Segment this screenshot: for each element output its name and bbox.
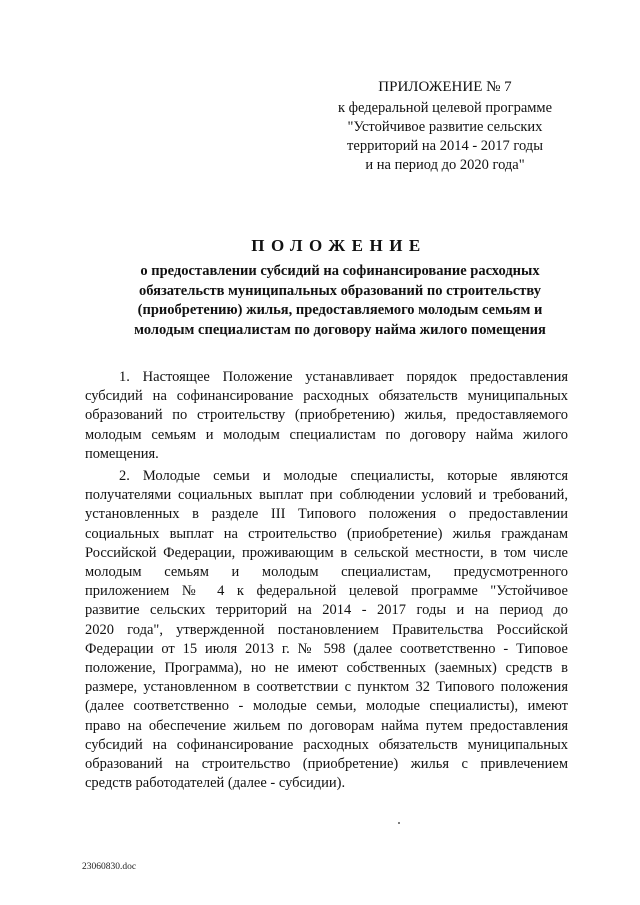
paragraph-line: 2020 года", утвержденной постановлением Правительства Российской [85,621,568,638]
document-subheading [70,262,610,340]
paragraph-line: положение, Программа), но не имеют собственных (заемных) средств в [85,660,568,677]
paragraph-line: помещения. [85,445,159,462]
paragraph-line: Российской Федерации, проживающим в сельской местности, в том числе [85,544,568,561]
appendix-line: и на период до 2020 года" [365,157,525,173]
paragraph-line: молодым семьям и молодым специалистам по договору найма жилого [85,426,568,443]
paragraph-line: (далее соответственно - молодые семьи, молодые специалисты), имеют [85,698,568,715]
paragraph-line: получателями социальных выплат при соблюдении условий и требований, [85,487,568,504]
paragraph-1 [85,368,568,464]
paragraph-line: размере, установленном в соответствии с пунктом 32 Типового положения [85,679,568,696]
paragraph-line: Федерации от 15 июля 2013 г. № 598 (далее соответственно - Типовое [85,640,568,657]
appendix-line: "Устойчивое развитие сельских [347,119,543,135]
appendix-block [300,78,590,175]
paragraph-line: средств работодателей (далее - субсидии). [85,775,346,792]
paragraph-line: 2. Молодые семьи и молодые специалисты, которые являются [119,468,568,485]
appendix-line: территорий на 2014 - 2017 годы [347,138,543,154]
paragraph-2 [85,467,568,793]
paragraph-line: развитие сельских территорий на 2014 - 2017 годы и на период до [85,602,568,619]
footer-filename: 23060830.doc [82,862,137,872]
document-body [85,368,568,796]
paragraph-line: право на обеспечение жильем по договорам найма путем предоставления [85,717,568,734]
document-heading: ПОЛОЖЕНИЕ [251,236,427,255]
appendix-title: ПРИЛОЖЕНИЕ № 7 [378,79,512,95]
paragraph-line: социальных выплат на строительство (приобретение) жилья гражданам [85,525,568,542]
paragraph-line: 1. Настоящее Положение устанавливает порядок предоставления [119,369,568,385]
paragraph-line: молодым семьям и молодым специалистам, предусмотренного [85,564,568,581]
subheading-line: молодым специалистам по договору найма жилого помещения [134,321,546,338]
paragraph-line: приложением № 4 к федеральной целевой программе "Устойчивое [85,583,568,600]
subheading-line: (приобретению) жилья, предоставляемого молодым семьям и [137,302,543,318]
paragraph-line: субсидий на софинансирование расходных обязательств муниципальных [85,388,568,405]
appendix-line: к федеральной целевой программе [337,100,553,116]
subheading-line: обязательств муниципальных образований по строительству [138,282,542,299]
scan-dot [398,822,400,824]
subheading-line: о предоставлении субсидий на софинансирование расходных [140,263,540,279]
paragraph-line: образований на строительство (приобретение) жилья с привлечением [85,756,568,773]
paragraph-line: образований по строительству (приобретению) жилья, предоставляемого [85,407,568,424]
paragraph-line: установленных в разделе III Типового положения о предоставлении [85,506,568,523]
paragraph-line: субсидий на софинансирование расходных обязательств муниципальных [85,736,568,753]
